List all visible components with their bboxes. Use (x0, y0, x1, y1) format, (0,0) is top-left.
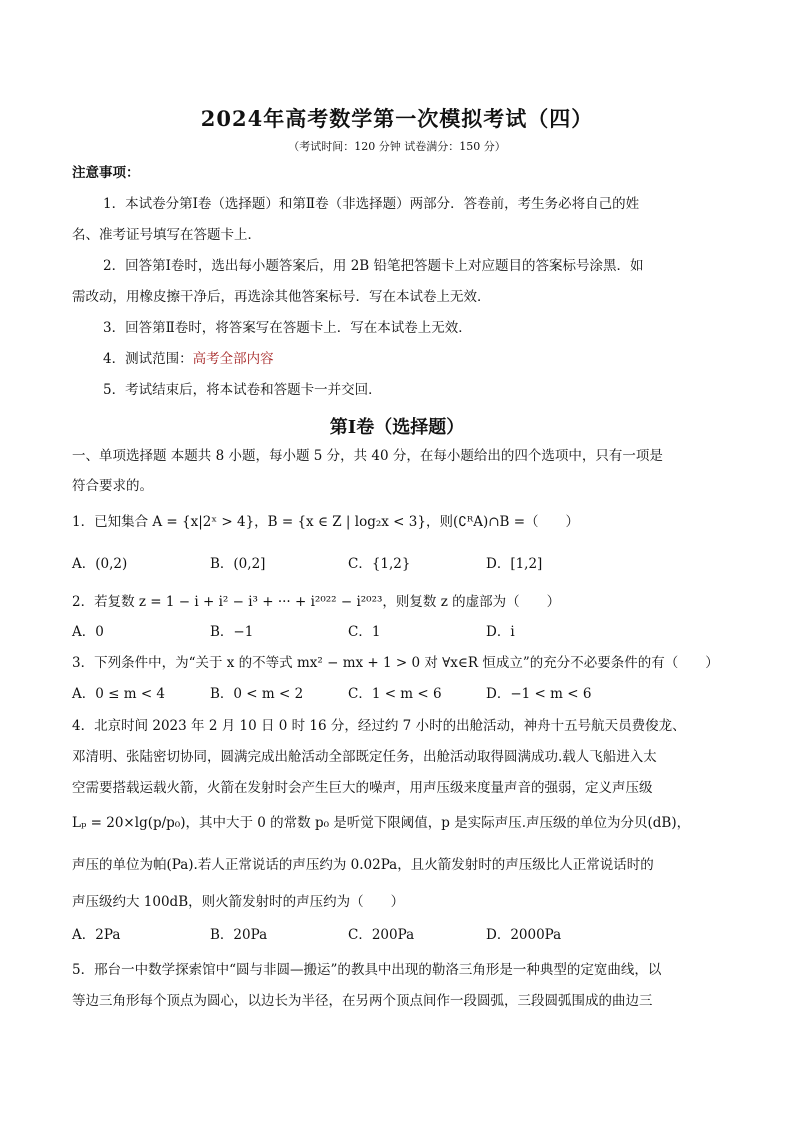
q2-option-d: D．i (486, 624, 515, 640)
note-4-label: 4．测试范围： (103, 351, 193, 367)
q4-option-b: B．20Pa (210, 927, 268, 943)
q4-option-a: A．2Pa (72, 927, 121, 943)
question-4-line-4: Lₚ = 20×lg(p/p₀)，其中大于 0 的常数 p₀ 是听觉下限阈值，p 是实际声压.声压级的单位为分贝(dB)， (72, 815, 691, 831)
exam-subtitle: （考试时间：120 分钟 试卷满分：150 分） (288, 140, 506, 153)
question-4-line-3: 空需要搭载运载火箭，火箭在发射时会产生巨大的噪声，用声压级来度量声音的强弱，定义声压级 (72, 780, 653, 796)
question-4-line-6: 声压级约大 100dB，则火箭发射时的声压约为（ ） (72, 894, 405, 910)
q2-option-c: C．1 (348, 624, 381, 640)
note-2a: 2．回答第Ⅰ卷时，选出每小题答案后，用 2B 铅笔把答题卡上对应题目的答案标号涂黑．如 (103, 258, 644, 274)
question-4-line-2: 邓清明、张陆密切协同，圆满完成出舱活动全部既定任务，出舱活动取得圆满成功.载人飞船进入太 (72, 749, 657, 765)
q4-option-d: D．2000Pa (486, 927, 562, 943)
question-4-line-5: 声压的单位为帕(Pa).若人正常说话的声压约为 0.02Pa，且火箭发射时的声压级比人正常说话时的 (72, 857, 654, 873)
q3-option-a: A．0 ≤ m < 4 (72, 686, 166, 702)
section-intro-a: 一、单项选择题 本题共 8 小题，每小题 5 分，共 40 分，在每小题给出的四个选项中，只有一项是 (72, 448, 663, 464)
question-5-line-2: 等边三角形每个顶点为圆心，以边长为半径，在另两个顶点间作一段圆弧，三段圆弧围成的曲边三 (72, 993, 653, 1009)
section-title: 第Ⅰ卷（选择题） (329, 417, 465, 438)
note-1b: 名、准考证号填写在答题卡上． (72, 227, 261, 243)
note-4 (103, 349, 763, 369)
test-scope: 高考全部内容 (192, 351, 274, 367)
question-4-line-1: 4．北京时间 2023 年 2 月 10 日 0 时 16 分，经过约 7 小时的出舱活动，神舟十五号航天员费俊龙、 (72, 718, 686, 734)
note-3: 3．回答第Ⅱ卷时，将答案写在答题卡上．写在本试卷上无效． (103, 320, 472, 336)
question-3-stem: 3．下列条件中，为“关于 x 的不等式 mx² − mx + 1 > 0 对 ∀x∈R 恒成立”的充分不必要条件的有（ ） (72, 655, 719, 671)
question-5-line-1: 5．邢台一中数学探索馆中“圆与非圆—搬运”的教具中出现的勒洛三角形是一种典型的定宽曲线，以 (72, 962, 662, 978)
exam-title: 2024年高考数学第一次模拟考试（四） (200, 106, 594, 131)
q3-option-d: D．−1 < m < 6 (486, 686, 592, 702)
note-1a: 1．本试卷分第Ⅰ卷（选择题）和第Ⅱ卷（非选择题）两部分．答卷前，考生务必将自己的姓 (103, 196, 640, 212)
q2-option-b: B．−1 (210, 624, 254, 640)
question-1-stem: 1．已知集合 A = {x|2ˣ > 4}，B = {x ∈ Z | log₂x < 3}，则(∁ᴿA)∩B =（ ） (72, 514, 580, 530)
q3-option-b: B．0 < m < 2 (210, 686, 304, 702)
section-intro-b: 符合要求的。 (72, 478, 153, 494)
question-2-stem: 2．若复数 z = 1 − i + i² − i³ + ··· + i²⁰²² − i²⁰²³，则复数 z 的虚部为（ ） (72, 594, 561, 610)
q1-option-d: D．[1,2] (486, 556, 543, 572)
q1-option-b: B．(0,2] (210, 556, 266, 572)
note-5: 5．考试结束后，将本试卷和答题卡一并交回． (103, 382, 382, 398)
q2-option-a: A．0 (72, 624, 104, 640)
q4-option-c: C．200Pa (348, 927, 415, 943)
notes-heading: 注意事项： (72, 165, 140, 181)
note-2b: 需改动，用橡皮擦干净后，再选涂其他答案标号．写在本试卷上无效． (72, 289, 491, 305)
q1-option-c: C．{1,2} (348, 556, 411, 572)
q1-option-a: A．(0,2) (72, 556, 128, 572)
q3-option-c: C．1 < m < 6 (348, 686, 442, 702)
